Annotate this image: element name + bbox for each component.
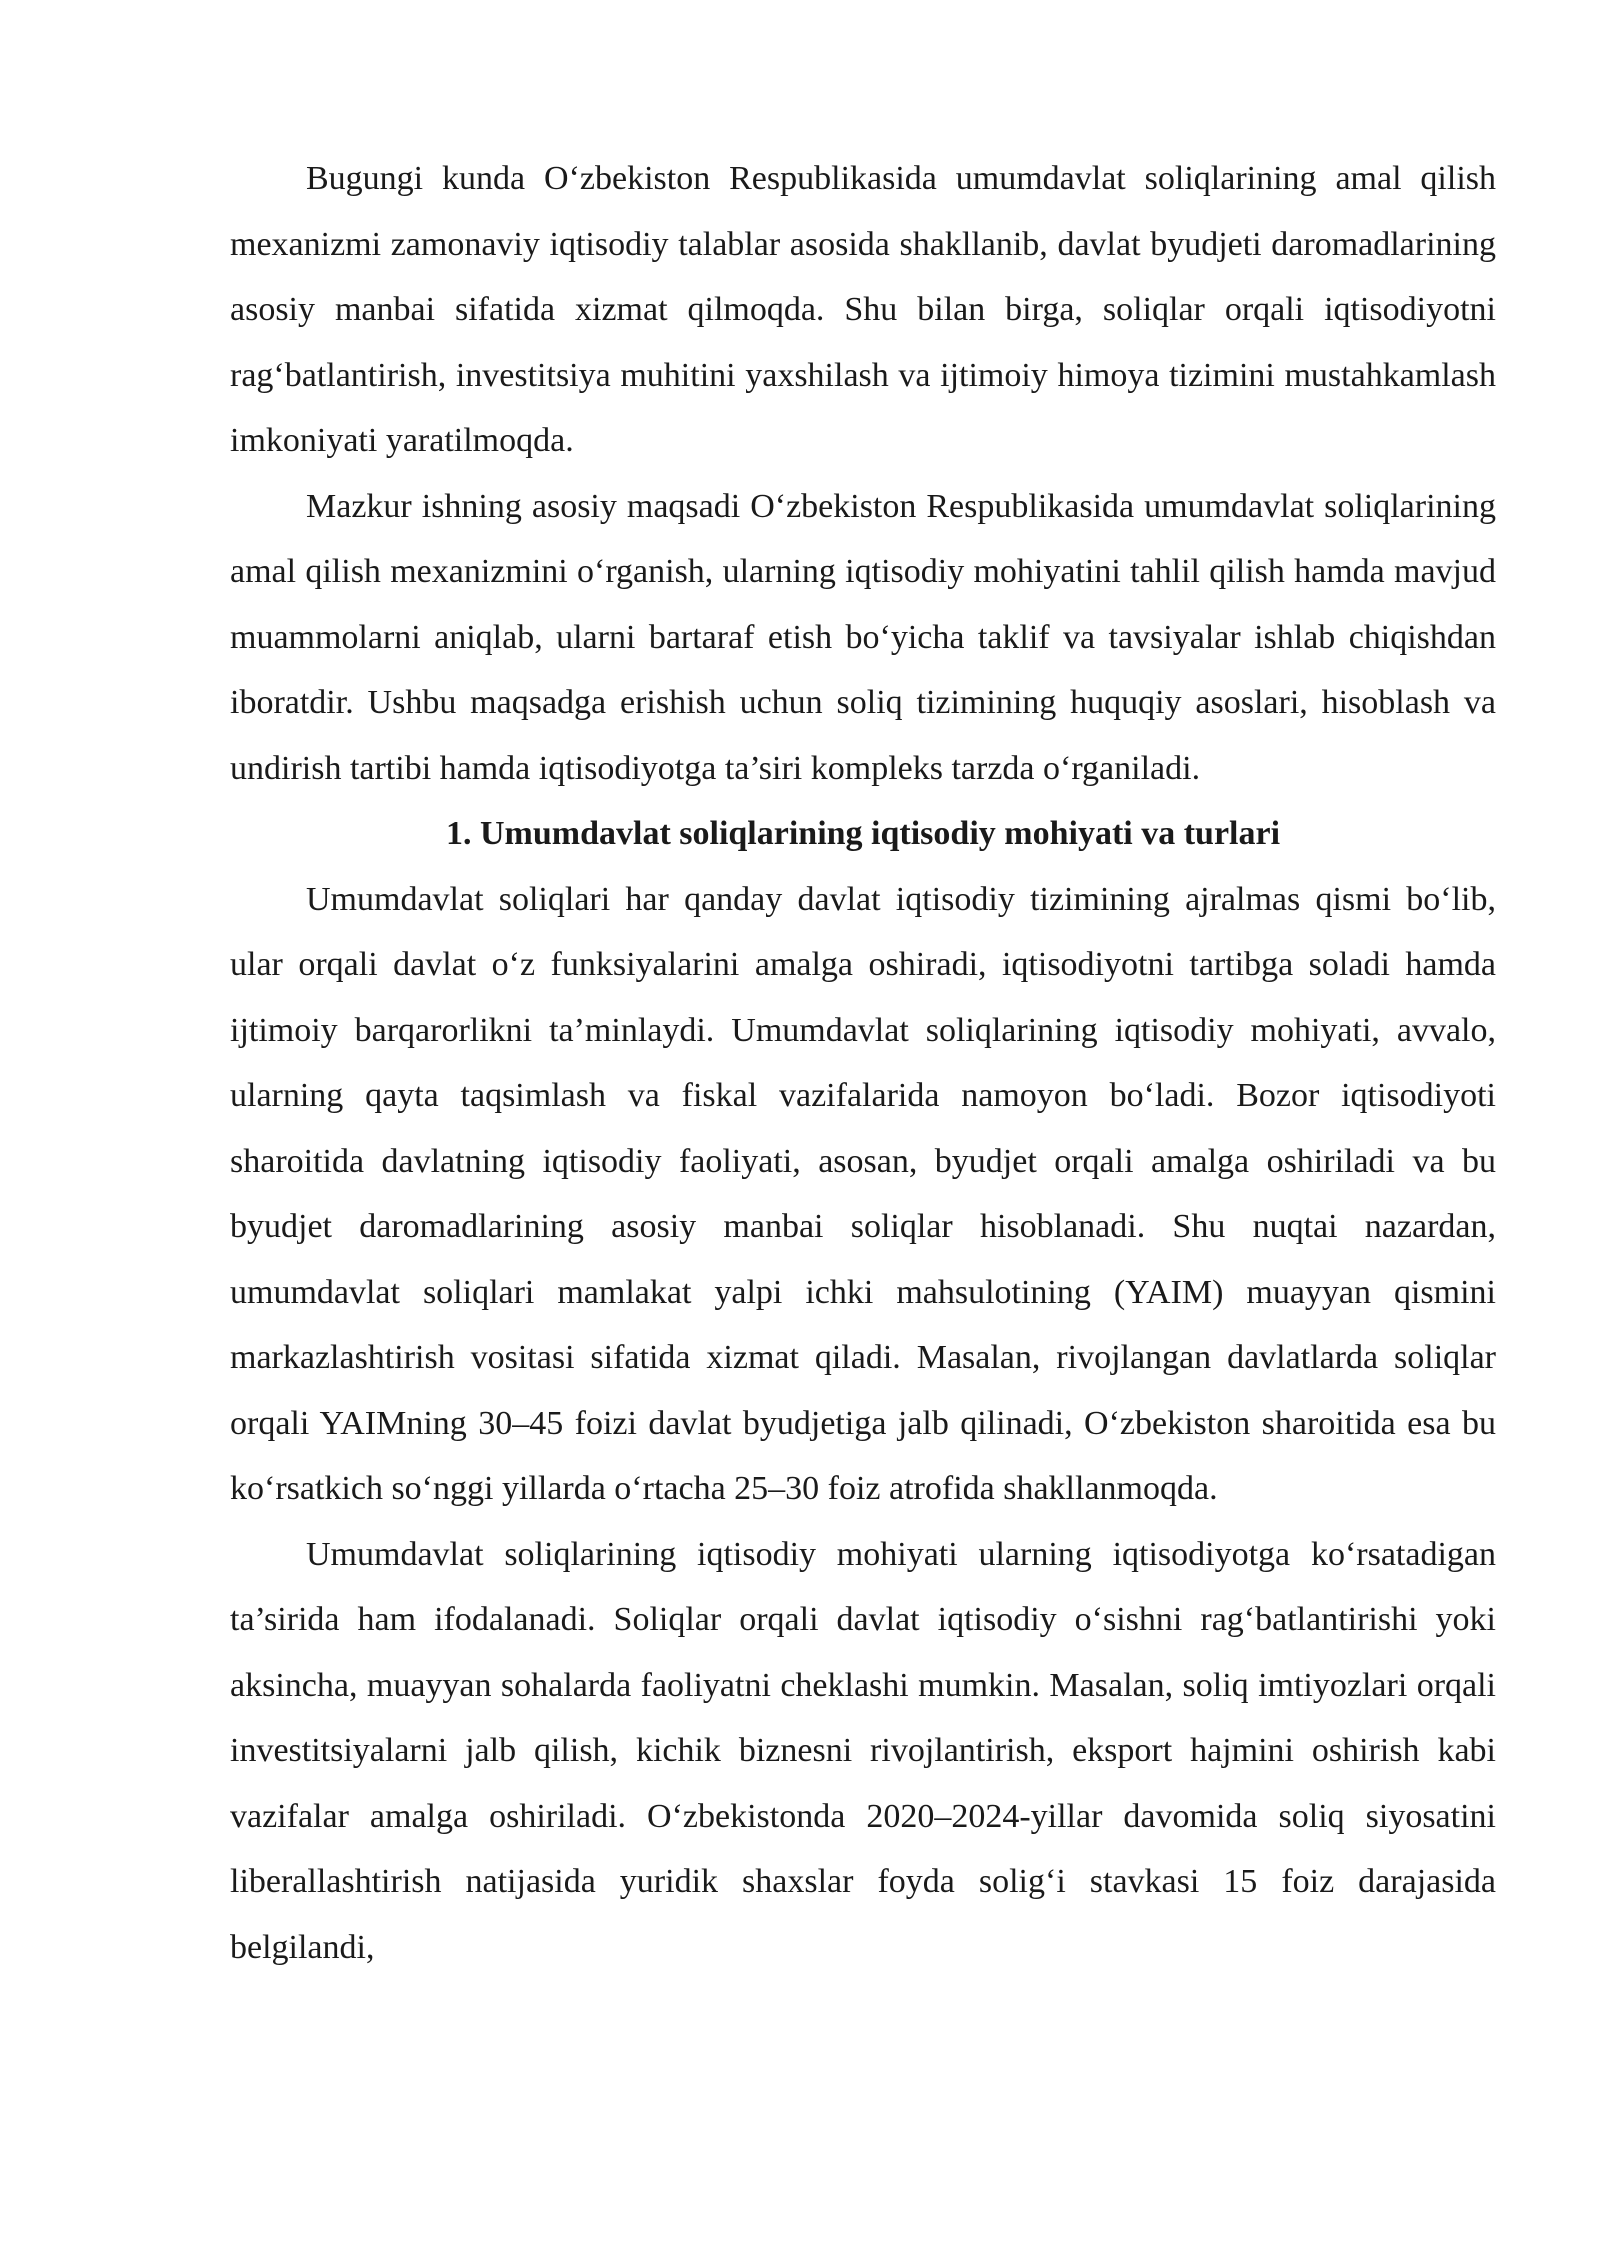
section-heading: 1. Umumdavlat soliqlarining iqtisodiy mohiyati va turlari [445, 815, 1281, 852]
paragraph-intro-1: Bugungi kunda O‘zbekiston Respublikasida umumdavlat soliqlarining amal qilish mexanizmi zamonaviy iqtisodiy talablar asosida shakllanib, davlat byudjeti daromadlarining asosiy manbai sifatida xizmat qilmoqda. Shu bilan birga, soliqlar orqali iqtisodiyotni rag‘batlantirish, investitsiya muhitini yaxshilash va ijtimoiy himoya tizimini mustahkamlash imkoniyati yaratilmoqda. [230, 160, 1496, 459]
paragraph-section-1: Umumdavlat soliqlari har qanday davlat iqtisodiy tizimining ajralmas qismi bo‘lib, ular orqali davlat o‘z funksiyalarini amalga oshiradi, iqtisodiyotni tartibga soladi hamda ijtimoiy barqarorlikni ta’minlaydi. Umumdavlat soliqlarining iqtisodiy mohiyati, avvalo, ularning qayta taqsimlash va fiskal vazifalarida namoyon bo‘ladi. Bozor iqtisodiyoti sharoitida davlatning iqtisodiy faoliyati, asosan, byudjet orqali amalga oshiriladi va bu byudjet daromadlarining asosiy manbai soliqlar hisoblanadi. Shu nuqtai nazardan, umumdavlat soliqlari mamlakat yalpi ichki mahsulotining (YAIM) muayyan qismini markazlashtirish vositasi sifatida xizmat qiladi. Masalan, rivojlangan davlatlarda soliqlar orqali YAIMning 30–45 foizi davlat byudjetiga jalb qilinadi, O‘zbekiston sharoitida esa bu ko‘rsatkich so‘nggi yillarda o‘rtacha 25–30 foiz atrofida shakllanmoqda. [230, 880, 1496, 1507]
paragraph-section-2: Umumdavlat soliqlarining iqtisodiy mohiyati ularning iqtisodiyotga ko‘rsatadigan ta’sirida ham ifodalanadi. Soliqlar orqali davlat iqtisodiy o‘sishni rag‘batlantirishi yoki aksincha, muayyan sohalarda faoliyatni cheklashi mumkin. Masalan, soliq imtiyozlari orqali investitsiyalarni jalb qilish, kichik biznesni rivojlantirish, eksport hajmini oshirish kabi vazifalar amalga oshiriladi. O‘zbekistonda 2020–2024-yillar davomida soliq siyosatini liberallashtirish natijasida yuridik shaxslar foyda solig‘i stavkasi 15 foiz darajasida belgilandi, [230, 1535, 1496, 1966]
paragraph-intro-2: Mazkur ishning asosiy maqsadi O‘zbekiston Respublikasida umumdavlat soliqlarining amal qilish mexanizmini o‘rganish, ularning iqtisodiy mohiyatini tahlil qilish hamda mavjud muammolarni aniqlab, ularni bartaraf etish bo‘yicha taklif va tavsiyalar ishlab chiqishdan iboratdir. Ushbu maqsadga erishish uchun soliq tizimining huquqiy asoslari, hisoblash va undirish tartibi hamda iqtisodiyotga ta’siri kompleks tarzda o‘rganiladi. [230, 487, 1496, 787]
document-body [230, 146, 1496, 1980]
